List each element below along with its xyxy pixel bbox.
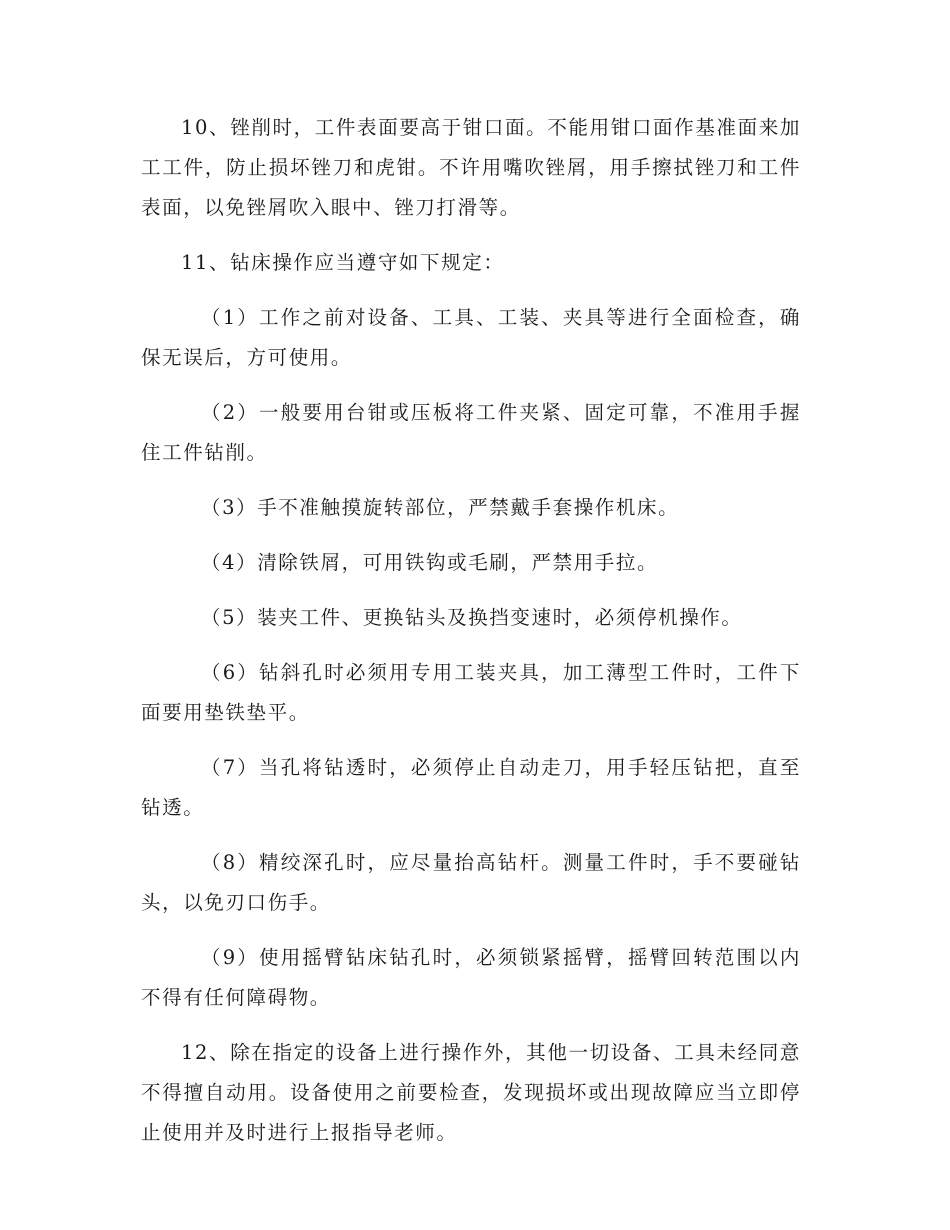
paragraph-rule-12: 12、除在指定的设备上进行操作外，其他一切设备、工具未经同意不得擅自动用。设备使用之前要检查，发现损坏或出现故障应当立即停止使用并及时进行上报指导老师。: [141, 1041, 801, 1144]
paragraph-rule-11-item-7: （7）当孔将钻透时，必须停止自动走刀，用手轻压钻把，直至钻透。: [141, 756, 801, 819]
document-body: [141, 108, 801, 1168]
paragraph-rule-11-item-4: （4）清除铁屑，可用铁钩或毛刷，严禁用手拉。: [201, 551, 659, 574]
paragraph-rule-11-item-3: （3）手不准触摸旋转部位，严禁戴手套操作机床。: [201, 496, 680, 519]
paragraph-rule-11-item-1: （1）工作之前对设备、工具、工装、夹具等进行全面检查，确保无误后，方可使用。: [141, 306, 801, 369]
paragraph-rule-11-item-2: （2）一般要用台钳或压板将工件夹紧、固定可靠，不准用手握住工件钻削。: [141, 401, 801, 464]
paragraph-rule-11-item-8: （8）精绞深孔时，应尽量抬高钻杆。测量工件时，手不要碰钻头，以免刃口伤手。: [141, 851, 801, 914]
paragraph-rule-10: 10、锉削时，工件表面要高于钳口面。不能用钳口面作基准面来加工工件，防止损坏锉刀和虎钳。不许用嘴吹锉屑，用手擦拭锉刀和工件表面，以免锉屑吹入眼中、锉刀打滑等。: [141, 116, 801, 219]
paragraph-rule-11-item-9: （9）使用摇臂钻床钻孔时，必须锁紧摇臂，摇臂回转范围以内不得有任何障碍物。: [141, 946, 801, 1009]
paragraph-rule-11-item-6: （6）钻斜孔时必须用专用工装夹具，加工薄型工件时，工件下面要用垫铁垫平。: [141, 661, 801, 724]
paragraph-rule-11: 11、钻床操作应当遵守如下规定：: [181, 251, 505, 274]
paragraph-rule-11-item-5: （5）装夹工件、更换钻头及换挡变速时，必须停机操作。: [201, 606, 743, 629]
